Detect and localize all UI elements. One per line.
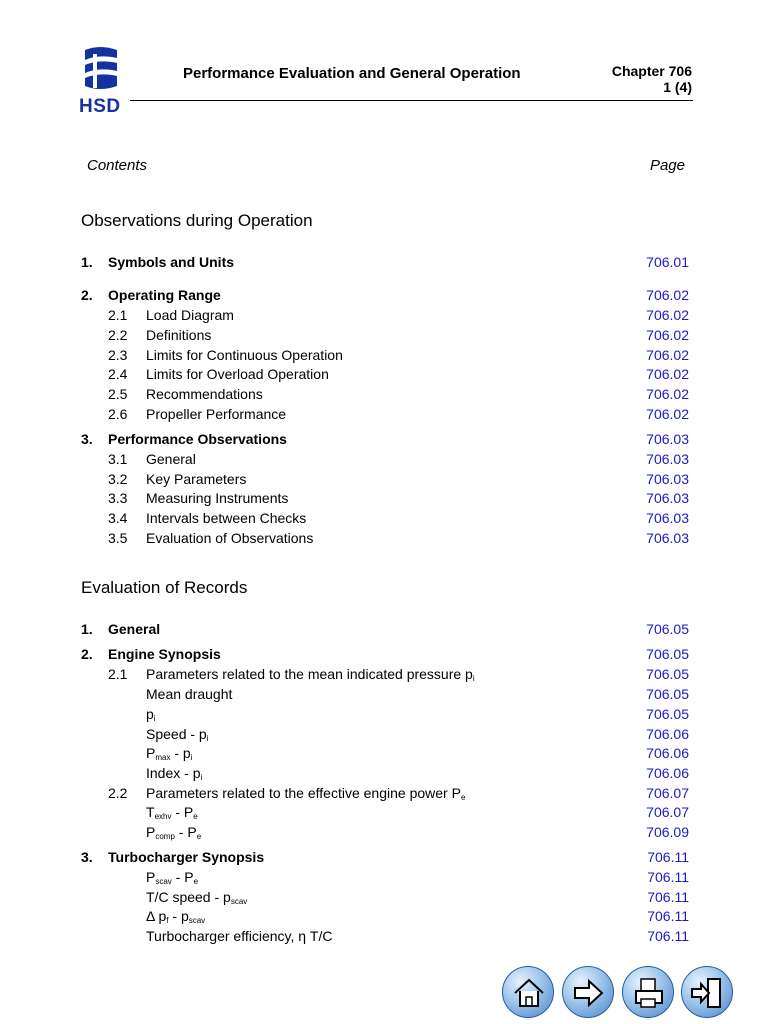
subscript: exhv [154,812,172,821]
toc-number: 3.2 [108,471,128,487]
logo-text: HSD [79,96,121,117]
toc-row[interactable] [81,345,689,365]
toc-number: 3.1 [108,451,128,467]
toc-page-link[interactable]: 706.02 [646,287,689,303]
toc-number: 2. [81,646,93,662]
toc-text: General [108,621,161,637]
home-icon [509,973,549,1013]
toc-page-link[interactable]: 706.06 [646,765,689,781]
toc-row[interactable] [81,822,689,842]
section-title-evaluation: Evaluation of Records [81,578,248,597]
toc-text-main: - p [170,745,191,761]
toc-page-link[interactable]: 706.11 [647,928,689,944]
toc-row[interactable] [81,508,689,528]
subscript: i [153,714,156,723]
toc-number: 3.5 [108,530,128,546]
toc-text-main: Parameters related to the mean indicated pressure p [146,666,473,682]
toc-row[interactable] [81,429,689,449]
toc-text: Key Parameters [146,471,247,487]
toc-text: Symbols and Units [108,254,235,270]
subscript: i [206,734,209,743]
toc-row[interactable] [81,887,689,907]
subscript: scav [155,877,172,886]
toc-text: Performance Observations [108,431,287,447]
toc-number: 2.2 [108,785,128,801]
toc-text: Measuring Instruments [146,490,289,506]
toc-text: Mean draught [146,686,233,702]
toc-number: 2.6 [108,406,128,422]
subscript: f [166,916,169,925]
toc-page-link[interactable]: 706.02 [646,307,689,323]
toc-page-link[interactable]: 706.03 [646,471,689,487]
toc-number: 3.3 [108,490,128,506]
toc-text: Engine Synopsis [108,646,221,662]
subscript: comp [155,832,175,841]
toc-row[interactable] [81,704,689,724]
toc-text [146,822,201,847]
toc-text: Operating Range [108,287,221,303]
toc-row[interactable] [81,285,689,305]
subscript: e [196,832,202,841]
arrow-right-icon [569,973,609,1013]
toc-page-link[interactable]: 706.02 [646,406,689,422]
toc-page-link[interactable]: 706.11 [647,889,689,905]
toc-number: 2.1 [108,666,128,682]
exit-button[interactable] [681,966,733,1018]
toc-number: 3. [81,431,93,447]
toc-page-link[interactable]: 706.06 [646,745,689,761]
chapter-label [612,63,692,95]
subscript: scav [188,916,206,925]
next-page-button[interactable] [562,966,614,1018]
toc-row[interactable] [81,743,689,763]
exit-door-icon [688,973,728,1013]
toc-row[interactable] [81,926,689,946]
subscript: max [155,753,171,762]
toc-page-link[interactable]: 706.02 [646,366,689,382]
toc-number: 1. [81,621,93,637]
toc-text-main: - P [174,824,197,840]
section-title-observations: Observations during Operation [81,211,313,230]
toc-page-link[interactable]: 706.11 [647,849,689,865]
toc-text: Evaluation of Observations [146,530,314,546]
toc-text: Definitions [146,327,212,343]
toc-row[interactable] [81,783,689,803]
toc-row[interactable] [81,305,689,325]
toc-text-main: - p [168,908,189,924]
toc-page-link[interactable]: 706.09 [646,824,689,840]
hsd-logo [79,46,121,94]
toc-text-main: T [146,804,155,820]
toc-number: 3.4 [108,510,128,526]
toc-page-link[interactable]: 706.07 [646,804,689,820]
toc-page-link[interactable]: 706.11 [647,869,689,885]
toc-text: Recommendations [146,386,263,402]
toc-page-link[interactable]: 706.02 [646,386,689,402]
toc-row[interactable] [81,364,689,384]
toc-text: Limits for Overload Operation [146,366,329,382]
toc-row[interactable] [81,252,689,272]
toc-row[interactable] [81,644,689,664]
toc-number: 2.3 [108,347,128,363]
home-button[interactable] [502,966,554,1018]
toc-row[interactable] [81,763,689,783]
toc-number: 2.4 [108,366,128,382]
print-button[interactable] [622,966,674,1018]
page-label: Page [649,157,685,174]
toc-text: Load Diagram [146,307,234,323]
subscript: e [193,877,199,886]
toc-text-main: Speed - p [146,726,207,742]
toc-number: 2.1 [108,307,128,323]
toc-text-main: P [146,869,156,885]
contents-label: Contents [87,157,148,174]
toc-row[interactable] [81,528,689,548]
subscript: scav [230,897,248,906]
toc-page-link[interactable]: 706.07 [646,785,689,801]
toc-text-main: - P [171,804,194,820]
toc-row[interactable] [81,488,689,508]
subscript: e [460,793,466,802]
toc-page-link[interactable]: 706.03 [646,451,689,467]
toc-number: 2.2 [108,327,128,343]
toc-page-link[interactable]: 706.03 [646,431,689,447]
toc-text-main: Δ p [146,908,167,924]
toc-number: 3. [81,849,93,865]
toc-text-main: p [146,706,154,722]
subscript: i [200,773,203,782]
toc-row[interactable] [81,664,689,684]
toc-text-main: P [146,824,156,840]
toc-row[interactable] [81,684,689,704]
toc-text: Turbocharger efficiency, η T/C [146,928,333,944]
toc-page-link[interactable]: 706.02 [646,327,689,343]
toc-text-main: Parameters related to the effective engine power P [146,785,461,801]
header-rule [130,100,693,101]
page-of: 1 (4) [663,79,692,95]
toc-page-link[interactable]: 706.05 [646,686,689,702]
document-title: Performance Evaluation and General Operation [183,65,521,82]
toc-page-link[interactable]: 706.03 [646,530,689,546]
toc-row[interactable] [81,404,689,424]
toc-row[interactable] [81,449,689,469]
toc-row[interactable] [81,724,689,744]
toc-number: 2.5 [108,386,128,402]
toc-page-link[interactable]: 706.05 [646,621,689,637]
subscript: e [193,812,198,821]
toc-text: Limits for Continuous Operation [146,347,343,363]
toc-page-link[interactable]: 706.03 [646,510,689,526]
toc-row[interactable] [81,867,689,887]
toc-text-main: Index - p [146,765,201,781]
toc-row[interactable] [81,325,689,345]
toc-text-main: P [146,745,156,761]
toc-row[interactable] [81,384,689,404]
toc-text: General [146,451,196,467]
chapter-number: Chapter 706 [611,63,692,79]
toc-row[interactable] [81,619,689,639]
toc-page-link[interactable]: 706.03 [646,490,689,506]
toc-page-link[interactable]: 706.11 [647,908,689,924]
toc-number: 1. [81,254,93,270]
toc-number: 2. [81,287,93,303]
toc-row[interactable] [81,906,689,926]
toc-page-link[interactable]: 706.02 [646,347,689,363]
toc-row[interactable] [81,802,689,822]
toc-text: Intervals between Checks [146,510,307,526]
toc-row[interactable] [81,847,689,867]
toc-text-main: - P [171,869,194,885]
toc-page-link[interactable]: 706.05 [646,666,689,682]
toc-page-link[interactable]: 706.05 [646,706,689,722]
toc-page-link[interactable]: 706.06 [646,726,689,742]
toc-page-link[interactable]: 706.05 [646,646,689,662]
toc-text: Turbocharger Synopsis [108,849,265,865]
toc-text: Propeller Performance [146,406,287,422]
subscript: i [190,753,193,762]
toc-text-main: T/C speed - p [146,889,231,905]
toc-page-link[interactable]: 706.01 [646,254,689,270]
toc-row[interactable] [81,469,689,489]
subscript: i [472,674,475,683]
printer-icon [629,973,669,1013]
